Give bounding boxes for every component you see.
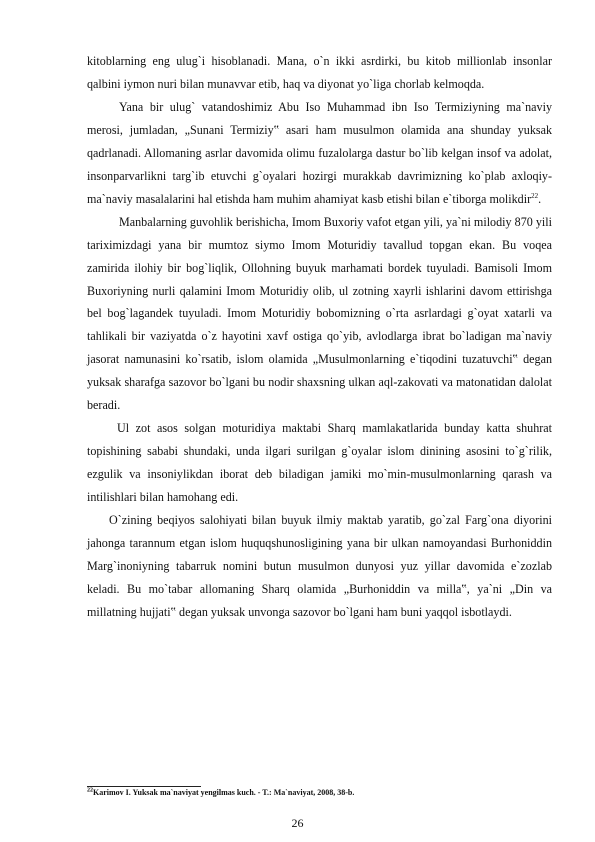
footnote-reference[interactable]: 22 bbox=[531, 191, 539, 200]
paragraph-4: Ul zot asos solgan moturidiya maktabi Sharq mamlakatlarida bunday katta shuhrat topishining sababi shundaki, unda ilgari surilgan g`oyalar islom dinining asosini to`g`rilik, ezgulik va insoniylikdan iborat deb biladigan jamiki mo`min-musulmonlarning qarash va intilishlari bilan hamohang edi. bbox=[87, 421, 552, 505]
document-body bbox=[87, 50, 552, 624]
paragraph-2-text: Yana bir ulug` vatandoshimiz Abu Iso Muhammad ibn Iso Termiziyning ma`naviy merosi, jumladan, „Sunani Termiziy‟ asari ham musulmon olamida ana shunday yuksak qadrlanadi. Allomaning asrlar davomida olimu fuzalolarga dastur bo`lib kelgan insof va adolat, insonparvarlikni targ`ib etuvchi g`oyalari hozirgi murakkab davrimizning ko`plab axloqiy-ma`naviy masalalarini hal etishda ham muhim ahamiyat kasb etishi bilan e`tiborga molikdir bbox=[87, 99, 552, 206]
footnote-text: Karimov I. Yuksak ma`naviyat yengilmas kuch. - T.: Ma`naviyat, 2008, 38-b. bbox=[93, 788, 355, 797]
paragraph-3: Manbalarning guvohlik berishicha, Imom Buxoriy vafot etgan yili, ya`ni milodiy 870 yili tariximizdagi yana bir mumtoz siymo Imom Moturidiy tavallud topgan ekan. Bu voqea zamirida ilohiy bir bog`liqlik, Ollohning buyuk marhamati bordek tuyuladi. Bamisoli Imom Buxoriyning nurli qalamini Imom Moturidiy olib, ul zotning xayrli ishlarini davom ettirishga bel bog`lagandek tuyuladi. Imom Moturidiy bobomizning o`rta asrlardagi g`oyat xatarli va tahlikali bir vaziyatda o`z hayotini xavf ostiga qo`yib, avlodlarga ibrat bo`ladigan ma`naviy jasorat namunasini ko`rsatib, islom olamida „Musulmonlarning e`tiqodini tuzatuvchi‟ degan yuksak sharafga sazovor bo`lgani bu nodir shaxsning ulkan aql-zakovati va matonatidan dalolat beradi. bbox=[87, 214, 552, 413]
paragraph-5: O`zining beqiyos salohiyati bilan buyuk ilmiy maktab yaratib, go`zal Farg`ona diyorini jahonga tarannum etgan islom huquqshunosligining yana bir ulkan namoyandasi Burhoniddin Marg`inoniyning tabarruk nomini butun musulmon dunyosi yuz yillar davomida e`zozlab keladi. Bu mo`tabar allomaning Sharq olamida „Burhoniddin va milla‟, ya`ni „Din va millatning hujjati‟ degan yuksak unvonga sazovor bo`lgani ham buni yaqqol isbotlaydi. bbox=[87, 513, 552, 619]
footnote-marker: 22 bbox=[87, 787, 93, 794]
page-number: 26 bbox=[291, 816, 304, 830]
footnote-divider bbox=[87, 786, 201, 787]
footnote bbox=[87, 788, 354, 797]
paragraph-1: kitoblarning eng ulug`i hisoblanadi. Mana, o`n ikki asrdirki, bu kitob millionlab insonlar qalbini iymon nuri bilan munavvar etib, haq va diyonat yo`liga chorlab kelmoqda. bbox=[87, 54, 552, 91]
paragraph-2: Yana bir ulug` vatandoshimiz Abu Iso Muhammad ibn Iso Termiziyning ma`naviy merosi, jumladan, „Sunani Termiziy‟ asari ham musulmon olamida ana shunday yuksak qadrlanadi. Allomaning asrlar davomida olimu fuzalolarga dastur bo`lib kelgan insof va adolat, insonparvarlikni targ`ib etuvchi g`oyalari hozirgi murakkab davrimizning ko`plab axloqiy-ma`naviy masalalarini hal etishda ham muhim ahamiyat kasb etishi bilan e`tiborga molikdir$^{22}$. bbox=[87, 99, 552, 206]
